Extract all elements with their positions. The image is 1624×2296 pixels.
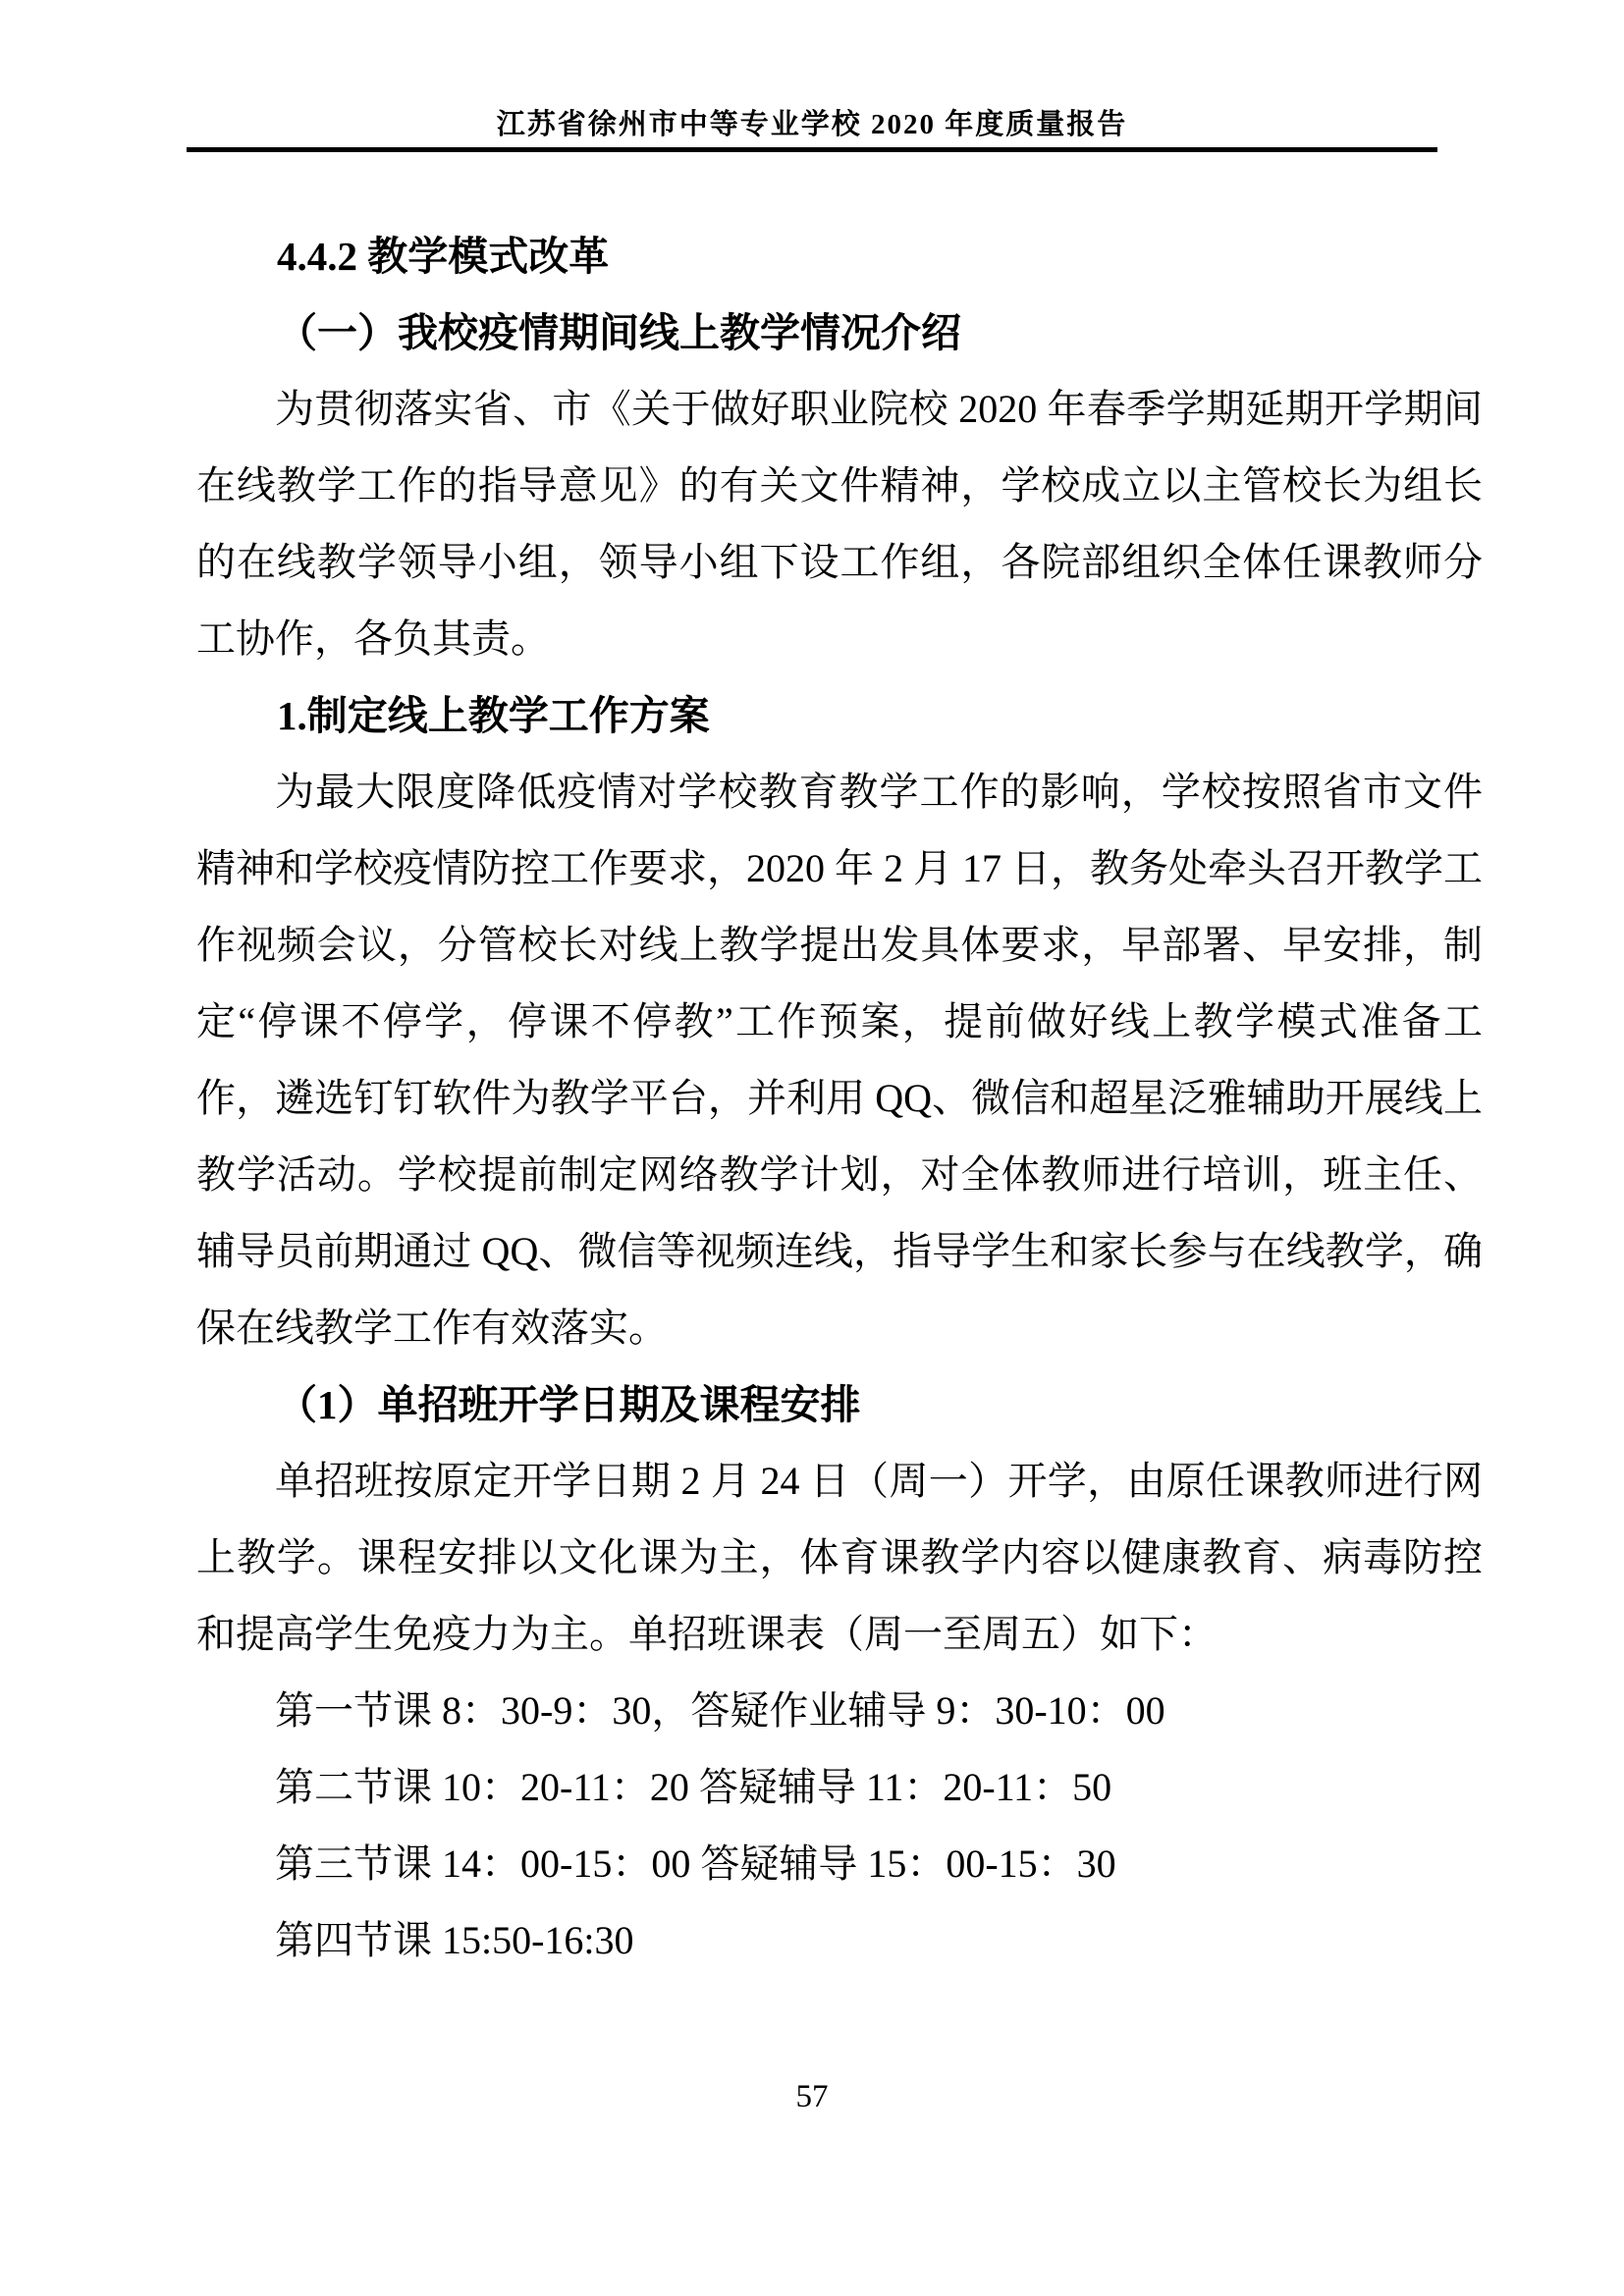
heading-danzhao-class: （1）单招班开学日期及课程安排: [277, 1382, 861, 1427]
schedule-line-1: 第一节课 8：30-9：30，答疑作业辅导 9：30-10：00: [275, 1688, 1165, 1733]
paragraph-2-line: 作视频会议，分管校长对线上教学提出发具体要求，早部署、早安排，制: [196, 923, 1483, 967]
document-body: [196, 218, 1483, 1979]
paragraph-2-line: 教学活动。学校提前制定网络教学计划，对全体教师进行培训，班主任、: [196, 1152, 1483, 1197]
paragraph-1-line: 为贯彻落实省、市《关于做好职业院校 2020 年春季学期延期开学期间: [275, 387, 1483, 431]
page-number: 57: [795, 2079, 829, 2114]
paragraph-2-line: 辅导员前期通过 QQ、微信等视频连线，指导学生和家长参与在线教学，确: [196, 1229, 1483, 1273]
paragraph-1-line: 在线教学工作的指导意见》的有关文件精神，学校成立以主管校长为组长: [196, 463, 1483, 507]
paragraph-1-line: 的在线教学领导小组，领导小组下设工作组，各院部组织全体任课教师分: [196, 540, 1483, 584]
paragraph-2-line: 作，遴选钉钉软件为教学平台，并利用 QQ、微信和超星泛雅辅助开展线上: [196, 1076, 1483, 1120]
paragraph-2-line: 定“停课不停学，停课不停教”工作预案，提前做好线上教学模式准备工: [196, 999, 1483, 1043]
paragraph-1-line: 工协作，各负其责。: [196, 616, 550, 661]
header-rule: [187, 147, 1437, 152]
header-title: 江苏省徐州市中等专业学校 2020 年度质量报告: [496, 109, 1128, 140]
paragraph-3-line: 单招班按原定开学日期 2 月 24 日（周一）开学，由原任课教师进行网: [275, 1459, 1483, 1503]
schedule-line-3: 第三节课 14：00-15：00 答疑辅导 15：00-15：30: [275, 1842, 1116, 1886]
paragraph-3-line: 和提高学生免疫力为主。单招班课表（周一至周五）如下：: [196, 1612, 1218, 1656]
schedule-line-4: 第四节课 15:50-16:30: [275, 1918, 634, 1962]
paragraph-2-line: 精神和学校疫情防控工作要求，2020 年 2 月 17 日，教务处牵头召开教学工: [196, 846, 1483, 890]
heading-4-4-2: 4.4.2 教学模式改革: [277, 234, 610, 279]
paragraph-3-line: 上教学。课程安排以文化课为主，体育课教学内容以健康教育、病毒防控: [196, 1535, 1483, 1579]
paragraph-2-line: 为最大限度降低疫情对学校教育教学工作的影响，学校按照省市文件: [275, 770, 1483, 814]
heading-plan: 1.制定线上教学工作方案: [277, 693, 710, 738]
paragraph-2-line: 保在线教学工作有效落实。: [196, 1306, 668, 1350]
schedule-line-2: 第二节课 10：20-11：20 答疑辅导 11：20-11：50: [275, 1765, 1112, 1809]
heading-part-one: （一）我校疫情期间线上教学情况介绍: [277, 310, 961, 355]
